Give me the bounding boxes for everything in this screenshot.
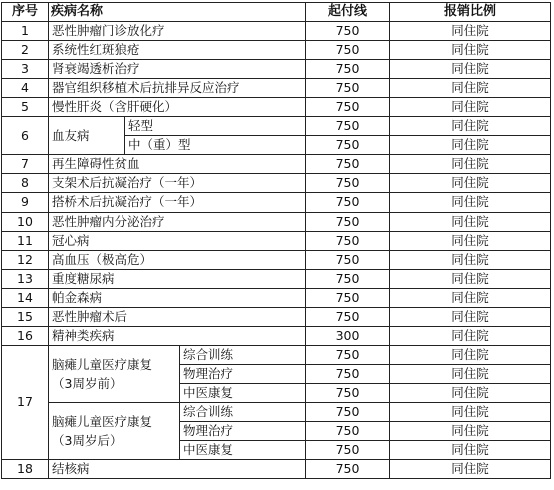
seq-cell: 3: [2, 60, 49, 79]
threshold-cell: 750: [306, 155, 390, 174]
table-row: [2, 22, 551, 41]
table-row: [2, 269, 551, 288]
seq-cell: 8: [2, 174, 49, 193]
header-seq: 序号: [2, 3, 49, 22]
seq-cell: 5: [2, 98, 49, 117]
ratio-cell: 同住院: [390, 22, 551, 41]
table-row: [2, 288, 551, 307]
table-row: [2, 460, 551, 479]
threshold-cell: 750: [306, 22, 390, 41]
table-row: [2, 98, 551, 117]
subtype-cell: 中（重）型: [125, 136, 306, 155]
seq-cell: 2: [2, 41, 49, 60]
ratio-cell: 同住院: [390, 98, 551, 117]
seq-cell: 7: [2, 155, 49, 174]
disease-name-cell: 冠心病: [49, 231, 306, 250]
threshold-cell: 750: [306, 441, 390, 460]
ratio-cell: 同住院: [390, 269, 551, 288]
seq-cell: 4: [2, 79, 49, 98]
threshold-cell: 750: [306, 98, 390, 117]
group-name-cell: [49, 345, 180, 402]
seq-cell: 16: [2, 326, 49, 345]
ratio-cell: 同住院: [390, 307, 551, 326]
subtype-cell: 中医康复: [180, 383, 306, 402]
table-row: [2, 79, 551, 98]
ratio-cell: 同住院: [390, 326, 551, 345]
threshold-cell: 750: [306, 136, 390, 155]
disease-name-cell: 恶性肿瘤术后: [49, 307, 306, 326]
disease-name-cell: 肾衰竭透析治疗: [49, 60, 306, 79]
seq-cell: 15: [2, 307, 49, 326]
table-row: [2, 231, 551, 250]
seq-cell: 12: [2, 250, 49, 269]
threshold-cell: 750: [306, 364, 390, 383]
ratio-cell: 同住院: [390, 460, 551, 479]
seq-cell: 14: [2, 288, 49, 307]
header-name: 疾病名称: [49, 3, 306, 22]
table-row: [2, 41, 551, 60]
subtype-cell: 综合训练: [180, 345, 306, 364]
group-name-line1: 脑瘫儿童医疗康复: [52, 356, 153, 372]
threshold-cell: 750: [306, 269, 390, 288]
ratio-cell: 同住院: [390, 117, 551, 136]
threshold-cell: 750: [306, 288, 390, 307]
table-row: [2, 174, 551, 193]
seq-cell: 18: [2, 460, 49, 479]
seq-cell: 13: [2, 269, 49, 288]
threshold-cell: 750: [306, 422, 390, 441]
group-name-line2: （3周岁后）: [52, 433, 123, 449]
threshold-cell: 750: [306, 79, 390, 98]
ratio-cell: 同住院: [390, 250, 551, 269]
disease-name-cell: 恶性肿瘤内分泌治疗: [49, 212, 306, 231]
subtype-cell: 物理治疗: [180, 422, 306, 441]
disease-name-cell: 支架术后抗凝治疗（一年）: [49, 174, 306, 193]
table-row: [2, 117, 551, 136]
threshold-cell: 750: [306, 41, 390, 60]
ratio-cell: 同住院: [390, 288, 551, 307]
threshold-cell: 750: [306, 307, 390, 326]
table-row: [2, 155, 551, 174]
disease-name-cell: 器官组织移植术后抗排异反应治疗: [49, 79, 306, 98]
table-row: [2, 193, 551, 212]
table-row: [2, 307, 551, 326]
table-row: [2, 60, 551, 79]
disease-reimbursement-table: [1, 2, 551, 479]
ratio-cell: 同住院: [390, 174, 551, 193]
disease-name-cell: 慢性肝炎（含肝硬化）: [49, 98, 306, 117]
seq-cell: 17: [2, 345, 49, 459]
table-row: [2, 212, 551, 231]
subtype-cell: 物理治疗: [180, 364, 306, 383]
ratio-cell: 同住院: [390, 155, 551, 174]
ratio-cell: 同住院: [390, 402, 551, 421]
table-header-row: [2, 3, 551, 22]
ratio-cell: 同住院: [390, 231, 551, 250]
threshold-cell: 750: [306, 60, 390, 79]
disease-name-cell: 系统性红斑狼疮: [49, 41, 306, 60]
threshold-cell: 750: [306, 193, 390, 212]
header-ratio: 报销比例: [390, 3, 551, 22]
threshold-cell: 750: [306, 212, 390, 231]
threshold-cell: 750: [306, 250, 390, 269]
table-row: [2, 402, 551, 421]
table-row: [2, 250, 551, 269]
group-name-cell: [49, 402, 180, 459]
threshold-cell: 750: [306, 345, 390, 364]
ratio-cell: 同住院: [390, 345, 551, 364]
ratio-cell: 同住院: [390, 79, 551, 98]
ratio-cell: 同住院: [390, 441, 551, 460]
disease-name-cell: 结核病: [49, 460, 306, 479]
threshold-cell: 750: [306, 117, 390, 136]
disease-name-cell: 搭桥术后抗凝治疗（一年）: [49, 193, 306, 212]
seq-cell: 6: [2, 117, 49, 155]
seq-cell: 10: [2, 212, 49, 231]
table-row: [2, 345, 551, 364]
ratio-cell: 同住院: [390, 60, 551, 79]
seq-cell: 11: [2, 231, 49, 250]
disease-name-cell: 帕金森病: [49, 288, 306, 307]
disease-name-cell: 重度糖尿病: [49, 269, 306, 288]
ratio-cell: 同住院: [390, 383, 551, 402]
ratio-cell: 同住院: [390, 422, 551, 441]
threshold-cell: 750: [306, 402, 390, 421]
threshold-cell: 750: [306, 460, 390, 479]
threshold-cell: 300: [306, 326, 390, 345]
subtype-cell: 轻型: [125, 117, 306, 136]
disease-name-cell: 精神类疾病: [49, 326, 306, 345]
ratio-cell: 同住院: [390, 364, 551, 383]
group-name-line2: （3周岁前）: [52, 375, 123, 391]
table-row: [2, 326, 551, 345]
disease-name-cell: 高血压（极高危）: [49, 250, 306, 269]
ratio-cell: 同住院: [390, 193, 551, 212]
ratio-cell: 同住院: [390, 41, 551, 60]
subtype-cell: 综合训练: [180, 402, 306, 421]
seq-cell: 1: [2, 22, 49, 41]
subtype-cell: 中医康复: [180, 441, 306, 460]
ratio-cell: 同住院: [390, 136, 551, 155]
header-threshold: 起付线: [306, 3, 390, 22]
seq-cell: 9: [2, 193, 49, 212]
disease-name-cell: 恶性肿瘤门诊放化疗: [49, 22, 306, 41]
disease-name-cell: 再生障碍性贫血: [49, 155, 306, 174]
disease-name-cell: 血友病: [49, 117, 125, 155]
threshold-cell: 750: [306, 383, 390, 402]
threshold-cell: 750: [306, 231, 390, 250]
threshold-cell: 750: [306, 174, 390, 193]
ratio-cell: 同住院: [390, 212, 551, 231]
group-name-line1: 脑瘫儿童医疗康复: [52, 414, 153, 430]
